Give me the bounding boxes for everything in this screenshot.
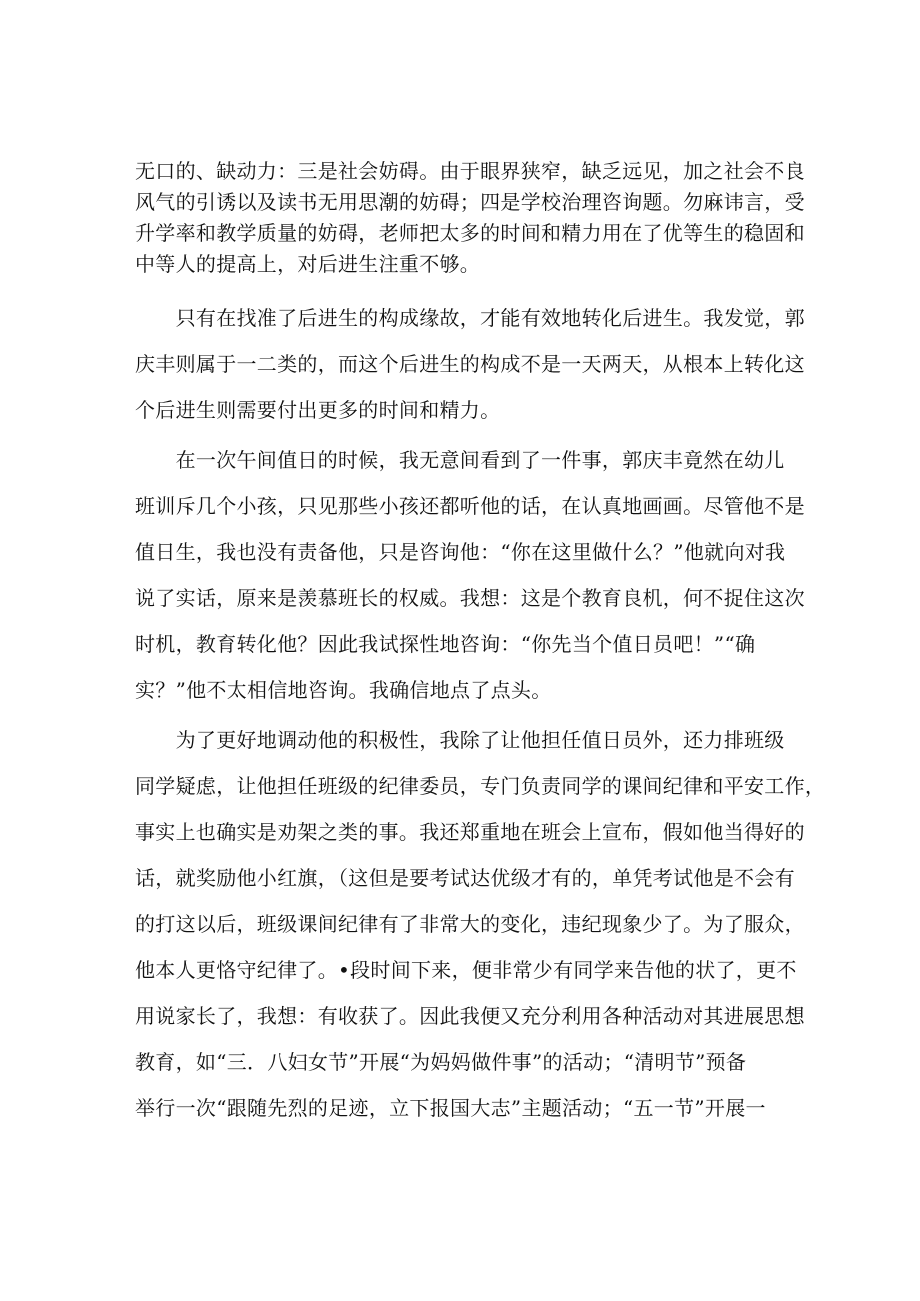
text-line: 只有在找准了后进生的构成缘故，才能有效地转化后进生。我发觉，郭 <box>135 306 805 330</box>
text-line: 举行一次“跟随先烈的足迹，立下报国大志”主题活动；“五一节”开展一 <box>135 1096 766 1120</box>
text-line: 时机，教育转化他？因此我试探性地咨询：“你先当个值日员吧！”“确 <box>135 632 756 656</box>
paragraph-1 <box>135 156 805 280</box>
text-line: 话，就奖励他小红旗，（这但是要考试达优级才有的，单凭考试他是不会有 <box>135 866 795 890</box>
text-line: 事实上也确实是劝架之类的事。我还郑重地在班会上宣布，假如他当得好的 <box>135 820 805 844</box>
paragraph-2 <box>135 295 805 433</box>
text-line: 风气的引诱以及读书无用思潮的妨碍；四是学校治理咨询题。勿麻讳言，受 <box>135 190 805 214</box>
text-line: 班训斥几个小孩，只见那些小孩还都听他的话，在认真地画画。尽管他不是 <box>135 494 805 518</box>
text-line: 同学疑虑，让他担任班级的纪律委员，专门负责同学的课间纪律和平安工作， <box>135 774 826 798</box>
text-line: 为了更好地调动他的积极性，我除了让他担任值日员外，还力排班级 <box>135 728 785 752</box>
text-line: 他本人更恪守纪律了。•段时间下来，便非常少有同学来告他的状了，更不 <box>135 958 797 982</box>
paragraph-4 <box>135 717 826 1131</box>
paragraph-3 <box>135 437 805 713</box>
text-line: 实？”他不太相信地咨询。我确信地点了点头。 <box>135 678 552 702</box>
text-line: 庆丰则属于一二类的，而这个后进生的构成不是一天两天，从根本上转化这 <box>135 352 805 376</box>
text-line: 的打这以后，班级课间纪律有了非常大的变化，违纪现象少了。为了服众， <box>135 912 805 936</box>
text-line: 在一次午间值日的时候，我无意间看到了一件事，郭庆丰竟然在幼儿 <box>135 448 785 472</box>
text-line: 无口的、缺动力：三是社会妨碍。由于眼界狭窄，缺乏远见，加之社会不良 <box>135 159 805 183</box>
text-line: 教育，如“三．八妇女节”开展“为妈妈做件事”的活动；“清明节”预备 <box>135 1050 747 1074</box>
text-line: 说了实话，原来是羡慕班长的权威。我想：这是个教育良机，何不捉住这次 <box>135 586 805 610</box>
text-line: 升学率和教学质量的妨碍，老师把太多的时间和精力用在了优等生的稳固和 <box>135 221 805 245</box>
text-line: 用说家长了，我想：有收获了。因此我便又充分利用各种活动对其进展思想 <box>135 1004 805 1028</box>
text-line: 个后进生则需要付出更多的时间和精力。 <box>135 398 501 422</box>
text-line: 值日生，我也没有责备他，只是咨询他：“你在这里做什么？”他就向对我 <box>135 540 786 564</box>
text-line: 中等人的提高上，对后进生注重不够。 <box>135 252 481 276</box>
